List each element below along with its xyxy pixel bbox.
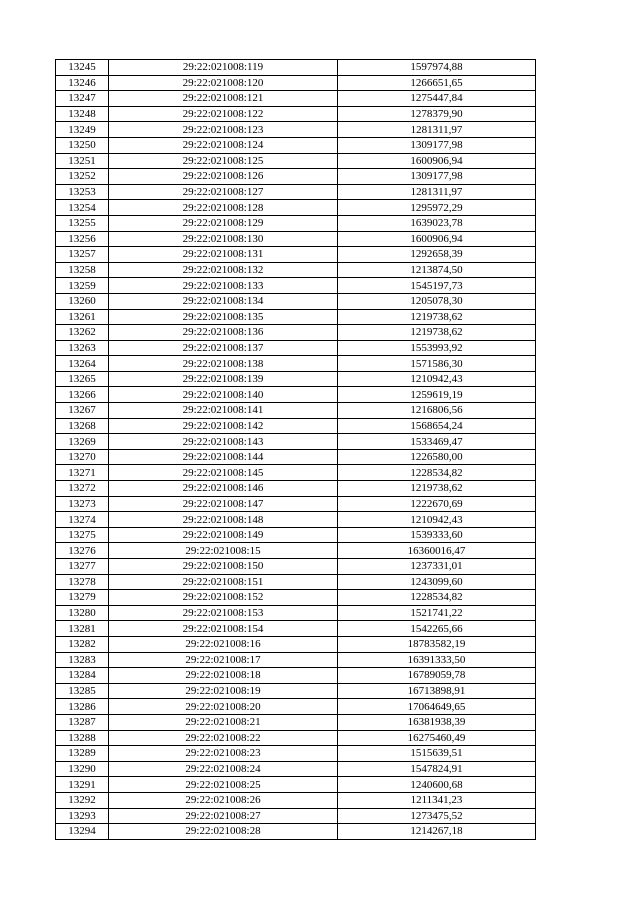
value-cell: 1533469,47 — [338, 434, 536, 450]
cadastral-number-cell: 29:22:021008:147 — [109, 496, 338, 512]
table-row — [56, 636, 536, 652]
value-cell: 1219738,62 — [338, 481, 536, 497]
row-number-cell: 13257 — [56, 247, 109, 263]
cadastral-number-cell: 29:22:021008:153 — [109, 605, 338, 621]
row-number-cell: 13282 — [56, 636, 109, 652]
cadastral-value-table — [55, 59, 536, 840]
table-row — [56, 792, 536, 808]
table-row — [56, 496, 536, 512]
cadastral-number-cell: 29:22:021008:135 — [109, 309, 338, 325]
value-cell: 1309177,98 — [338, 137, 536, 153]
cadastral-number-cell: 29:22:021008:152 — [109, 590, 338, 606]
table-row — [56, 184, 536, 200]
cadastral-number-cell: 29:22:021008:15 — [109, 543, 338, 559]
cadastral-number-cell: 29:22:021008:131 — [109, 247, 338, 263]
row-number-cell: 13280 — [56, 605, 109, 621]
value-cell: 1281311,97 — [338, 122, 536, 138]
value-cell: 1222670,69 — [338, 496, 536, 512]
row-number-cell: 13293 — [56, 808, 109, 824]
value-cell: 1219738,62 — [338, 325, 536, 341]
table-row — [56, 605, 536, 621]
cadastral-number-cell: 29:22:021008:149 — [109, 527, 338, 543]
cadastral-number-cell: 29:22:021008:122 — [109, 106, 338, 122]
row-number-cell: 13290 — [56, 761, 109, 777]
row-number-cell: 13277 — [56, 559, 109, 575]
table-row — [56, 699, 536, 715]
value-cell: 1515639,51 — [338, 746, 536, 762]
cadastral-number-cell: 29:22:021008:119 — [109, 60, 338, 76]
row-number-cell: 13259 — [56, 278, 109, 294]
cadastral-number-cell: 29:22:021008:24 — [109, 761, 338, 777]
cadastral-number-cell: 29:22:021008:143 — [109, 434, 338, 450]
cadastral-number-cell: 29:22:021008:25 — [109, 777, 338, 793]
value-cell: 16391333,50 — [338, 652, 536, 668]
cadastral-number-cell: 29:22:021008:138 — [109, 356, 338, 372]
table-row — [56, 543, 536, 559]
value-cell: 1597974,88 — [338, 60, 536, 76]
table-row — [56, 60, 536, 76]
row-number-cell: 13251 — [56, 153, 109, 169]
value-cell: 17064649,65 — [338, 699, 536, 715]
cadastral-number-cell: 29:22:021008:151 — [109, 574, 338, 590]
value-cell: 1213874,50 — [338, 262, 536, 278]
table-row — [56, 169, 536, 185]
cadastral-number-cell: 29:22:021008:133 — [109, 278, 338, 294]
row-number-cell: 13252 — [56, 169, 109, 185]
value-cell: 16789059,78 — [338, 668, 536, 684]
cadastral-number-cell: 29:22:021008:132 — [109, 262, 338, 278]
table-row — [56, 247, 536, 263]
cadastral-number-cell: 29:22:021008:22 — [109, 730, 338, 746]
value-cell: 1216806,56 — [338, 403, 536, 419]
row-number-cell: 13273 — [56, 496, 109, 512]
value-cell: 1228534,82 — [338, 465, 536, 481]
value-cell: 1639023,78 — [338, 215, 536, 231]
value-cell: 16360016,47 — [338, 543, 536, 559]
cadastral-number-cell: 29:22:021008:27 — [109, 808, 338, 824]
value-cell: 1219738,62 — [338, 309, 536, 325]
row-number-cell: 13265 — [56, 371, 109, 387]
cadastral-number-cell: 29:22:021008:18 — [109, 668, 338, 684]
value-cell: 1542265,66 — [338, 621, 536, 637]
value-cell: 1228534,82 — [338, 590, 536, 606]
table-row — [56, 683, 536, 699]
cadastral-number-cell: 29:22:021008:148 — [109, 512, 338, 528]
value-cell: 1600906,94 — [338, 153, 536, 169]
table-row — [56, 137, 536, 153]
row-number-cell: 13254 — [56, 200, 109, 216]
value-cell: 1210942,43 — [338, 371, 536, 387]
cadastral-number-cell: 29:22:021008:19 — [109, 683, 338, 699]
cadastral-number-cell: 29:22:021008:139 — [109, 371, 338, 387]
cadastral-number-cell: 29:22:021008:121 — [109, 91, 338, 107]
row-number-cell: 13281 — [56, 621, 109, 637]
cadastral-number-cell: 29:22:021008:137 — [109, 340, 338, 356]
row-number-cell: 13253 — [56, 184, 109, 200]
cadastral-number-cell: 29:22:021008:130 — [109, 231, 338, 247]
value-cell: 1273475,52 — [338, 808, 536, 824]
table-row — [56, 559, 536, 575]
row-number-cell: 13263 — [56, 340, 109, 356]
row-number-cell: 13271 — [56, 465, 109, 481]
row-number-cell: 13246 — [56, 75, 109, 91]
row-number-cell: 13289 — [56, 746, 109, 762]
cadastral-number-cell: 29:22:021008:141 — [109, 403, 338, 419]
value-cell: 1309177,98 — [338, 169, 536, 185]
row-number-cell: 13291 — [56, 777, 109, 793]
table-row — [56, 75, 536, 91]
value-cell: 1211341,23 — [338, 792, 536, 808]
value-cell: 1237331,01 — [338, 559, 536, 575]
cadastral-number-cell: 29:22:021008:20 — [109, 699, 338, 715]
value-cell: 1243099,60 — [338, 574, 536, 590]
row-number-cell: 13267 — [56, 403, 109, 419]
table-row — [56, 652, 536, 668]
table-row — [56, 403, 536, 419]
cadastral-number-cell: 29:22:021008:145 — [109, 465, 338, 481]
row-number-cell: 13287 — [56, 714, 109, 730]
row-number-cell: 13284 — [56, 668, 109, 684]
row-number-cell: 13275 — [56, 527, 109, 543]
table-row — [56, 387, 536, 403]
row-number-cell: 13248 — [56, 106, 109, 122]
table-row — [56, 746, 536, 762]
row-number-cell: 13294 — [56, 824, 109, 840]
cadastral-number-cell: 29:22:021008:26 — [109, 792, 338, 808]
row-number-cell: 13255 — [56, 215, 109, 231]
cadastral-number-cell: 29:22:021008:123 — [109, 122, 338, 138]
cadastral-number-cell: 29:22:021008:127 — [109, 184, 338, 200]
table-row — [56, 777, 536, 793]
row-number-cell: 13278 — [56, 574, 109, 590]
table-row — [56, 808, 536, 824]
cadastral-number-cell: 29:22:021008:144 — [109, 449, 338, 465]
row-number-cell: 13247 — [56, 91, 109, 107]
table-row — [56, 200, 536, 216]
cadastral-number-cell: 29:22:021008:126 — [109, 169, 338, 185]
value-cell: 1547824,91 — [338, 761, 536, 777]
table-row — [56, 262, 536, 278]
row-number-cell: 13272 — [56, 481, 109, 497]
value-cell: 1539333,60 — [338, 527, 536, 543]
row-number-cell: 13261 — [56, 309, 109, 325]
value-cell: 1281311,97 — [338, 184, 536, 200]
value-cell: 16275460,49 — [338, 730, 536, 746]
row-number-cell: 13260 — [56, 293, 109, 309]
table-row — [56, 512, 536, 528]
value-cell: 18783582,19 — [338, 636, 536, 652]
table-row — [56, 621, 536, 637]
table-row — [56, 293, 536, 309]
table-row — [56, 106, 536, 122]
value-cell: 1205078,30 — [338, 293, 536, 309]
cadastral-number-cell: 29:22:021008:136 — [109, 325, 338, 341]
table-row — [56, 730, 536, 746]
table-row — [56, 465, 536, 481]
value-cell: 16381938,39 — [338, 714, 536, 730]
row-number-cell: 13245 — [56, 60, 109, 76]
value-cell: 1568654,24 — [338, 418, 536, 434]
row-number-cell: 13286 — [56, 699, 109, 715]
cadastral-number-cell: 29:22:021008:23 — [109, 746, 338, 762]
cadastral-number-cell: 29:22:021008:150 — [109, 559, 338, 575]
cadastral-number-cell: 29:22:021008:142 — [109, 418, 338, 434]
table-body — [56, 60, 536, 840]
row-number-cell: 13276 — [56, 543, 109, 559]
cadastral-number-cell: 29:22:021008:129 — [109, 215, 338, 231]
table-row — [56, 215, 536, 231]
value-cell: 1292658,39 — [338, 247, 536, 263]
cadastral-number-cell: 29:22:021008:16 — [109, 636, 338, 652]
table-row — [56, 418, 536, 434]
table-row — [56, 356, 536, 372]
table-row — [56, 527, 536, 543]
row-number-cell: 13288 — [56, 730, 109, 746]
row-number-cell: 13264 — [56, 356, 109, 372]
cadastral-number-cell: 29:22:021008:17 — [109, 652, 338, 668]
table-row — [56, 153, 536, 169]
table-row — [56, 761, 536, 777]
row-number-cell: 13262 — [56, 325, 109, 341]
row-number-cell: 13266 — [56, 387, 109, 403]
value-cell: 1571586,30 — [338, 356, 536, 372]
table-row — [56, 371, 536, 387]
value-cell: 1226580,00 — [338, 449, 536, 465]
table-row — [56, 278, 536, 294]
value-cell: 1295972,29 — [338, 200, 536, 216]
table-row — [56, 449, 536, 465]
table-row — [56, 714, 536, 730]
row-number-cell: 13258 — [56, 262, 109, 278]
table-row — [56, 590, 536, 606]
value-cell: 1545197,73 — [338, 278, 536, 294]
value-cell: 16713898,91 — [338, 683, 536, 699]
value-cell: 1240600,68 — [338, 777, 536, 793]
table-row — [56, 309, 536, 325]
row-number-cell: 13250 — [56, 137, 109, 153]
value-cell: 1278379,90 — [338, 106, 536, 122]
cadastral-number-cell: 29:22:021008:140 — [109, 387, 338, 403]
table-row — [56, 122, 536, 138]
row-number-cell: 13270 — [56, 449, 109, 465]
cadastral-number-cell: 29:22:021008:134 — [109, 293, 338, 309]
row-number-cell: 13292 — [56, 792, 109, 808]
cadastral-number-cell: 29:22:021008:120 — [109, 75, 338, 91]
row-number-cell: 13279 — [56, 590, 109, 606]
row-number-cell: 13274 — [56, 512, 109, 528]
cadastral-number-cell: 29:22:021008:125 — [109, 153, 338, 169]
cadastral-number-cell: 29:22:021008:154 — [109, 621, 338, 637]
value-cell: 1600906,94 — [338, 231, 536, 247]
row-number-cell: 13269 — [56, 434, 109, 450]
value-cell: 1266651,65 — [338, 75, 536, 91]
table-row — [56, 824, 536, 840]
cadastral-number-cell: 29:22:021008:21 — [109, 714, 338, 730]
table-row — [56, 668, 536, 684]
row-number-cell: 13256 — [56, 231, 109, 247]
row-number-cell: 13283 — [56, 652, 109, 668]
row-number-cell: 13285 — [56, 683, 109, 699]
value-cell: 1521741,22 — [338, 605, 536, 621]
table-row — [56, 325, 536, 341]
value-cell: 1553993,92 — [338, 340, 536, 356]
cadastral-number-cell: 29:22:021008:146 — [109, 481, 338, 497]
cadastral-number-cell: 29:22:021008:128 — [109, 200, 338, 216]
table-row — [56, 91, 536, 107]
table-row — [56, 481, 536, 497]
table-row — [56, 231, 536, 247]
value-cell: 1210942,43 — [338, 512, 536, 528]
table-row — [56, 434, 536, 450]
cadastral-number-cell: 29:22:021008:28 — [109, 824, 338, 840]
value-cell: 1214267,18 — [338, 824, 536, 840]
value-cell: 1259619,19 — [338, 387, 536, 403]
cadastral-number-cell: 29:22:021008:124 — [109, 137, 338, 153]
row-number-cell: 13268 — [56, 418, 109, 434]
table-row — [56, 340, 536, 356]
row-number-cell: 13249 — [56, 122, 109, 138]
table-row — [56, 574, 536, 590]
value-cell: 1275447,84 — [338, 91, 536, 107]
